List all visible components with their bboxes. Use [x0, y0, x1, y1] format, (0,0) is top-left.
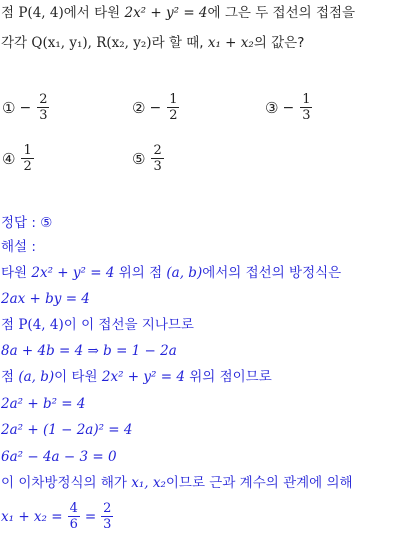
fraction-numerator: 2	[153, 143, 162, 158]
step-text: 이므로 근과 계수의 관계에 의해	[165, 475, 353, 491]
fraction-denominator: 3	[39, 108, 48, 123]
problem-text: 에 그은 두 접선의 접점을	[207, 5, 356, 21]
step-text: 이 타원	[54, 369, 102, 385]
choice-1[interactable]	[2, 92, 51, 123]
choice-fraction	[300, 92, 312, 123]
ellipse-equation: 2x² + y² = 4	[101, 369, 185, 385]
fraction-numerator: 4	[69, 501, 78, 516]
problem-line-2	[1, 34, 304, 52]
choice-sign: −	[19, 99, 32, 116]
point-ab: (a, b)	[166, 265, 203, 281]
choice-mark: ③	[265, 98, 279, 117]
step-text: 에서의 접선의 방정식은	[202, 265, 342, 281]
choice-4[interactable]	[2, 143, 36, 174]
roots: x₁, x₂	[131, 475, 166, 491]
step-text: 점	[1, 369, 19, 385]
ellipse-equation: 2x² + y² = 4	[31, 265, 115, 281]
fraction-numerator: 1	[302, 92, 311, 107]
solution-step-1	[1, 264, 341, 282]
choice-fraction	[167, 92, 179, 123]
sum-expression: x₁ + x₂	[207, 35, 254, 51]
choice-mark: ①	[2, 98, 16, 117]
problem-text: 점	[1, 5, 19, 21]
solution-step-10	[1, 501, 115, 532]
choice-mark: ②	[132, 98, 146, 117]
points-q-r: Q(x₁, y₁), R(x₂, y₂)	[31, 35, 152, 51]
solution-step-6: 2a² + b² = 4	[1, 396, 86, 412]
point-p: P(4, 4)	[18, 317, 64, 333]
fraction	[101, 501, 113, 532]
problem-text: 의 값은?	[253, 35, 305, 51]
solution-step-3	[1, 316, 194, 334]
problem-text: 각각	[1, 35, 32, 51]
fraction-denominator: 3	[103, 517, 112, 532]
problem-line-1	[1, 4, 355, 22]
choice-mark: ⑤	[132, 149, 146, 168]
solution-step-4: 8a + 4b = 4 ⇒ b = 1 − 2a	[1, 343, 177, 359]
choice-3[interactable]	[265, 92, 314, 123]
choice-mark: ④	[2, 149, 16, 168]
solution-step-2: 2ax + by = 4	[1, 291, 90, 307]
fraction-numerator: 2	[103, 501, 112, 516]
step-text: 이 이 접선을 지나므로	[63, 317, 194, 333]
step-text: 점	[1, 317, 19, 333]
fraction-denominator: 2	[23, 159, 32, 174]
fraction-denominator: 3	[153, 159, 162, 174]
step-text: 이 이차방정식의 해가	[1, 475, 132, 491]
step-text: 타원	[1, 265, 32, 281]
fraction	[68, 501, 80, 532]
point-p: P(4, 4)	[18, 5, 64, 21]
ellipse-equation: 2x² + y² = 4	[124, 5, 208, 21]
fraction-denominator: 3	[302, 108, 311, 123]
answer-line: 정답 : ⑤	[1, 215, 53, 231]
solution-step-7: 2a² + (1 − 2a)² = 4	[1, 422, 133, 438]
choice-fraction	[37, 92, 49, 123]
point-ab: (a, b)	[18, 369, 55, 385]
choice-fraction	[21, 143, 33, 174]
fraction-numerator: 1	[23, 143, 32, 158]
equals-sign: =	[84, 508, 97, 525]
solution-step-8: 6a² − 4a − 3 = 0	[1, 449, 117, 465]
explanation-label: 해설 :	[1, 239, 36, 255]
fraction-numerator: 2	[39, 92, 48, 107]
step-text: 위의 점이므로	[184, 369, 272, 385]
step-text: 위의 점	[114, 265, 167, 281]
choice-sign: −	[149, 99, 162, 116]
sum-expression: x₁ + x₂ =	[1, 508, 63, 525]
fraction-denominator: 6	[69, 517, 78, 532]
choice-fraction	[151, 143, 163, 174]
choice-5[interactable]	[132, 143, 166, 174]
fraction-numerator: 1	[169, 92, 178, 107]
choice-2[interactable]	[132, 92, 181, 123]
problem-text: 라 할 때,	[151, 35, 208, 51]
choice-sign: −	[282, 99, 295, 116]
solution-step-5	[1, 368, 272, 386]
solution-step-9	[1, 474, 353, 492]
fraction-denominator: 2	[169, 108, 178, 123]
problem-text: 에서 타원	[63, 5, 125, 21]
